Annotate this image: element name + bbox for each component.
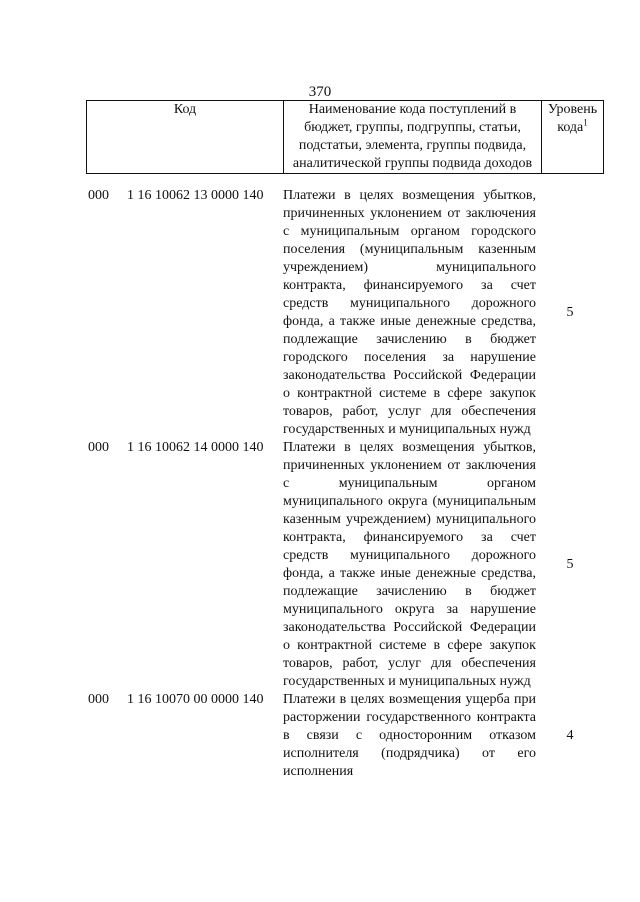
table-row — [0, 439, 640, 691]
row-revenue-code: 1 16 10062 13 0000 140 — [127, 188, 264, 203]
row-revenue-code: 1 16 10070 00 0000 140 — [127, 692, 264, 707]
row-description: Платежи в целях возмещения ущерба при расторжении государственного контракта в связи с односторонним отказом исполнителя (подрядчика) от его исполнения — [283, 692, 536, 779]
header-code-label: Код — [173, 102, 197, 117]
header-name — [284, 101, 542, 174]
row-level: 4 — [566, 728, 574, 743]
row-budget-code: 000 — [88, 440, 109, 455]
row-level: 5 — [566, 305, 574, 320]
header-level-footnote: 1 — [583, 117, 588, 128]
table-row — [0, 187, 640, 439]
table-row — [0, 691, 640, 781]
row-budget-code: 000 — [88, 188, 109, 203]
row-revenue-code: 1 16 10062 14 0000 140 — [127, 440, 264, 455]
header-row — [87, 101, 604, 174]
row-level: 5 — [566, 557, 574, 572]
header-level-label: Уровень кода — [547, 102, 598, 135]
code-rows — [0, 187, 640, 781]
header-name-label: Наименование кода поступлений в бюджет, группы, подгруппы, статьи, подстатьи, элемента, группы подвида, аналитической группы подвида доходов — [292, 102, 533, 171]
page-number: 370 — [308, 84, 332, 100]
header-level — [542, 101, 604, 174]
column-header-table — [86, 100, 604, 174]
row-budget-code: 000 — [88, 692, 109, 707]
header-code — [87, 101, 284, 174]
row-description: Платежи в целях возмещения убытков, причиненных уклонением от заключения с муниципальным органом муниципального округа (муниципальным казенным учреждением) муниципального контракта, финансируемого за счет средств муниципального дорожного фонда, а также иные денежные средства, подлежащие зачислению в бюджет муниципального округа за нарушение законодательства Российской Федерации о контрактной системе в сфере закупок товаров, работ, услуг для обеспечения государственных и муниципальных нужд — [283, 440, 536, 689]
row-description: Платежи в целях возмещения убытков, причиненных уклонением от заключения с муниципальным органом городского поселения (муниципальным казенным учреждением) муниципального контракта, финансируемого за счет средств муниципального дорожного фонда, а также иные денежные средства, подлежащие зачислению в бюджет городского поселения за нарушение законодательства Российской Федерации о контрактной системе в сфере закупок товаров, работ, услуг для обеспечения государственных и муниципальных нужд — [283, 188, 536, 437]
